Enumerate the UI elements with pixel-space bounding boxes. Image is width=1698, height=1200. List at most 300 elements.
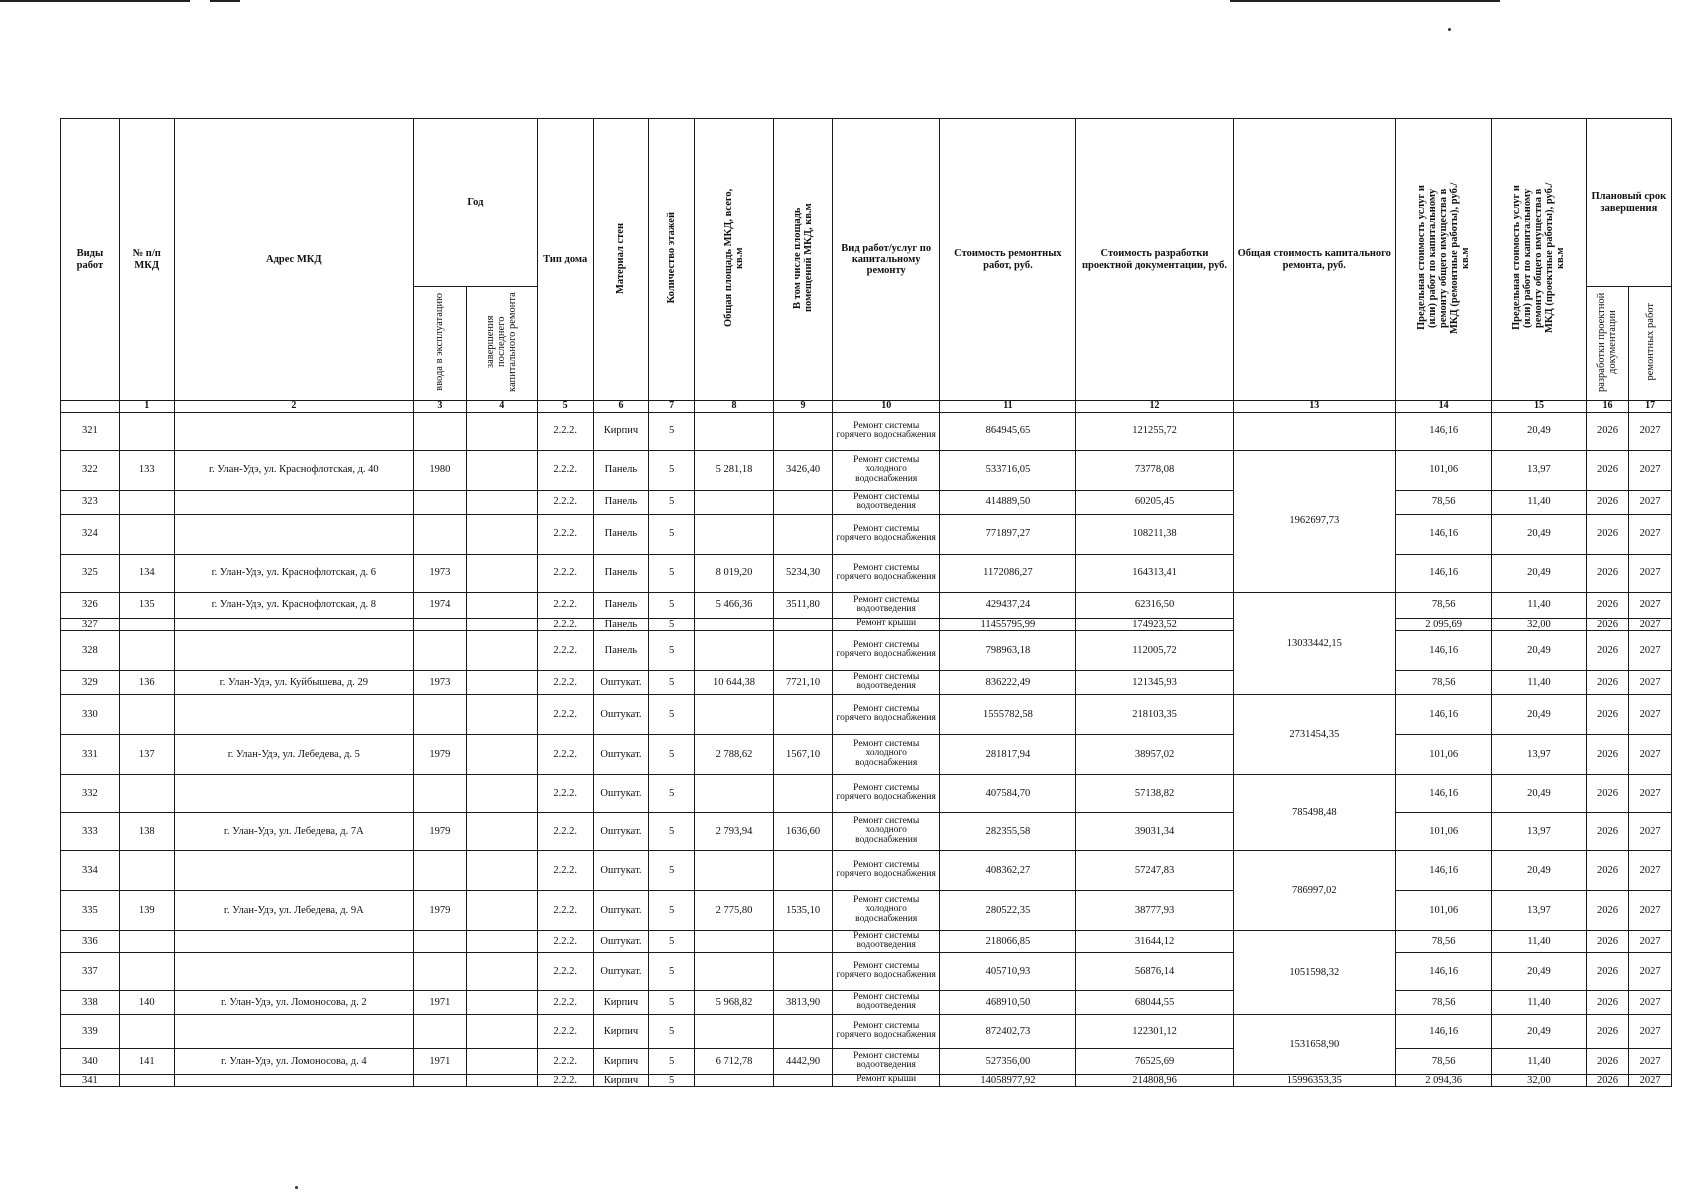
cell-year-commission: 1979 [414,734,467,774]
cell-wall-material: Панель [593,514,649,554]
col-header-total-area-text: Общая площадь МКД, всего, кв.м [723,188,746,328]
cell-work-kind: Ремонт системы горячего водоснабжения [832,514,940,554]
cell-date-repair: 2027 [1629,1014,1672,1048]
cell-work-kind: Ремонт системы холодного водоснабжения [832,734,940,774]
col-header-year-last-repair-text: завершения последнего капитального ремонта [485,292,519,392]
cell-date-repair: 2027 [1629,592,1672,618]
cell-date-repair: 2027 [1629,812,1672,850]
table-row [61,630,1672,670]
cell-design-cost: 174923,52 [1076,618,1233,630]
cell-design-cost: 31644,12 [1076,930,1233,952]
cell-mkd-number: 137 [119,734,174,774]
cell-limit-design: 13,97 [1492,450,1586,490]
col-number: 17 [1629,401,1672,413]
cell-design-cost: 122301,12 [1076,1014,1233,1048]
col-header-limit-design-text: Предельная стоимость услуг и (или) работ по капитальному ремонту общего имущества в МКД (проектные работы), руб./кв.м [1511,182,1567,334]
cell-rooms-area [774,774,833,812]
cell-limit-repair: 146,16 [1395,952,1491,990]
cell-limit-design: 20,49 [1492,554,1586,592]
col-number: 5 [537,401,593,413]
cell-year-last-repair [466,850,537,890]
cell-row-number: 333 [61,812,120,850]
cell-limit-design: 20,49 [1492,514,1586,554]
col-number: 3 [414,401,467,413]
cell-year-last-repair [466,890,537,930]
cell-address: г. Улан-Удэ, ул. Лебедева, д. 7А [174,812,413,850]
cell-house-type: 2.2.2. [537,1048,593,1074]
cell-mkd-number [119,514,174,554]
cell-limit-design: 11,40 [1492,592,1586,618]
col-number: 11 [940,401,1076,413]
cell-total-area: 8 019,20 [694,554,773,592]
cell-mkd-number: 138 [119,812,174,850]
cell-floors: 5 [649,990,695,1014]
cell-wall-material: Кирпич [593,412,649,450]
cell-year-last-repair [466,734,537,774]
cell-repair-cost: 407584,70 [940,774,1076,812]
cell-work-kind: Ремонт системы горячего водоснабжения [832,1014,940,1048]
cell-house-type: 2.2.2. [537,1074,593,1086]
cell-date-repair: 2027 [1629,514,1672,554]
col-header-wall-material-text: Материал стен [615,222,627,294]
cell-design-cost: 57138,82 [1076,774,1233,812]
cell-rooms-area [774,1014,833,1048]
cell-date-design: 2026 [1586,1074,1629,1086]
col-number: 10 [832,401,940,413]
cell-limit-repair: 146,16 [1395,412,1491,450]
table-row [61,850,1672,890]
col-header-house-type: Тип дома [537,119,593,401]
cell-total-area [694,412,773,450]
cell-repair-cost: 218066,85 [940,930,1076,952]
cell-date-repair: 2027 [1629,554,1672,592]
cell-year-last-repair [466,514,537,554]
cell-repair-cost: 864945,65 [940,412,1076,450]
cell-date-design: 2026 [1586,412,1629,450]
cell-work-kind: Ремонт системы горячего водоснабжения [832,774,940,812]
cell-row-number: 334 [61,850,120,890]
table-row [61,952,1672,990]
cell-mkd-number [119,1014,174,1048]
cell-address: г. Улан-Удэ, ул. Краснофлотская, д. 6 [174,554,413,592]
cell-limit-design: 20,49 [1492,694,1586,734]
cell-year-last-repair [466,412,537,450]
cell-date-repair: 2027 [1629,670,1672,694]
cell-limit-design: 11,40 [1492,670,1586,694]
cell-rooms-area [774,694,833,734]
cell-address [174,930,413,952]
cell-house-type: 2.2.2. [537,850,593,890]
cell-year-commission: 1971 [414,1048,467,1074]
cell-year-last-repair [466,490,537,514]
cell-house-type: 2.2.2. [537,930,593,952]
cell-year-last-repair [466,952,537,990]
cell-address [174,850,413,890]
cell-total-area [694,930,773,952]
cell-total-area [694,774,773,812]
cell-limit-design: 20,49 [1492,850,1586,890]
cell-mkd-number: 141 [119,1048,174,1074]
cell-house-type: 2.2.2. [537,490,593,514]
cell-date-design: 2026 [1586,490,1629,514]
table-row [61,734,1672,774]
cell-date-repair: 2027 [1629,412,1672,450]
cell-date-design: 2026 [1586,930,1629,952]
cell-year-commission [414,694,467,734]
table-row [61,930,1672,952]
cell-year-last-repair [466,450,537,490]
cell-address [174,952,413,990]
cell-year-last-repair [466,930,537,952]
col-header-year: Год [414,119,538,287]
cell-work-kind: Ремонт крыши [832,618,940,630]
cell-house-type: 2.2.2. [537,412,593,450]
cell-rooms-area [774,930,833,952]
cell-repair-cost: 533716,05 [940,450,1076,490]
cell-rooms-area: 3511,80 [774,592,833,618]
cell-work-kind: Ремонт системы водоотведения [832,930,940,952]
table-row [61,812,1672,850]
cell-design-cost: 112005,72 [1076,630,1233,670]
cell-rooms-area [774,630,833,670]
cell-row-number: 322 [61,450,120,490]
cell-design-cost: 214808,96 [1076,1074,1233,1086]
cell-floors: 5 [649,812,695,850]
cell-address: г. Улан-Удэ, ул. Ломоносова, д. 4 [174,1048,413,1074]
cell-wall-material: Оштукат. [593,930,649,952]
cell-work-kind: Ремонт системы горячего водоснабжения [832,850,940,890]
table-row [61,990,1672,1014]
cell-work-kind: Ремонт системы холодного водоснабжения [832,890,940,930]
cell-design-cost: 38957,02 [1076,734,1233,774]
cell-total-area [694,952,773,990]
cell-design-cost: 57247,83 [1076,850,1233,890]
cell-limit-repair: 78,56 [1395,1048,1491,1074]
cell-address: г. Улан-Удэ, ул. Лебедева, д. 5 [174,734,413,774]
col-number: 7 [649,401,695,413]
cell-wall-material: Оштукат. [593,734,649,774]
cell-floors: 5 [649,850,695,890]
cell-row-number: 326 [61,592,120,618]
cell-mkd-number [119,412,174,450]
cell-row-number: 340 [61,1048,120,1074]
cell-limit-repair: 101,06 [1395,890,1491,930]
table-row [61,774,1672,812]
col-header-date-design [1586,287,1629,401]
cell-date-design: 2026 [1586,554,1629,592]
cell-repair-cost: 1555782,58 [940,694,1076,734]
cell-total-area: 2 775,80 [694,890,773,930]
cell-limit-design: 13,97 [1492,890,1586,930]
cell-year-commission: 1979 [414,890,467,930]
top-rule-mid [210,0,240,2]
cell-wall-material: Панель [593,490,649,514]
table-body [61,412,1672,1086]
cell-rooms-area [774,490,833,514]
table-row [61,554,1672,592]
cell-work-kind: Ремонт системы водоотведения [832,670,940,694]
cell-house-type: 2.2.2. [537,694,593,734]
cell-design-cost: 39031,34 [1076,812,1233,850]
cell-address [174,1014,413,1048]
cell-year-last-repair [466,670,537,694]
cell-total-area [694,630,773,670]
col-header-year-commission [414,287,467,401]
cell-row-number: 327 [61,618,120,630]
cell-wall-material: Панель [593,450,649,490]
cell-house-type: 2.2.2. [537,618,593,630]
col-header-floors [649,119,695,401]
cell-floors: 5 [649,450,695,490]
cell-rooms-area: 1636,60 [774,812,833,850]
cell-year-commission [414,490,467,514]
cell-row-number: 341 [61,1074,120,1086]
cell-rooms-area [774,952,833,990]
cell-floors: 5 [649,890,695,930]
col-header-date-repair-text: ремонтных работ [1644,303,1656,381]
cell-house-type: 2.2.2. [537,450,593,490]
cell-house-type: 2.2.2. [537,554,593,592]
cell-design-cost: 121255,72 [1076,412,1233,450]
table-row [61,490,1672,514]
top-rule-left [0,0,190,2]
cell-total-area: 6 712,78 [694,1048,773,1074]
col-number: 4 [466,401,537,413]
col-header-mkd-number: № п/п МКД [119,119,174,401]
scan-dot [1448,28,1451,31]
cell-limit-design: 20,49 [1492,412,1586,450]
cell-floors: 5 [649,514,695,554]
col-number: 16 [1586,401,1629,413]
cell-year-commission: 1971 [414,990,467,1014]
col-header-year-last-repair [466,287,537,401]
cell-year-last-repair [466,774,537,812]
cell-year-commission [414,514,467,554]
cell-total-cost: 13033442,15 [1233,592,1395,694]
table-row [61,618,1672,630]
cell-design-cost: 73778,08 [1076,450,1233,490]
cell-wall-material: Кирпич [593,1074,649,1086]
cell-mkd-number: 139 [119,890,174,930]
cell-mkd-number [119,630,174,670]
cell-work-kind: Ремонт системы водоотведения [832,592,940,618]
cell-floors: 5 [649,554,695,592]
cell-row-number: 321 [61,412,120,450]
col-header-address: Адрес МКД [174,119,413,401]
col-number: 1 [119,401,174,413]
col-header-date-design-text: разработки проектной документации [1596,292,1619,392]
cell-limit-repair: 101,06 [1395,812,1491,850]
cell-total-cost: 1051598,32 [1233,930,1395,1014]
cell-rooms-area: 7721,10 [774,670,833,694]
cell-limit-design: 20,49 [1492,1014,1586,1048]
col-header-limit-repair-text: Предельная стоимость услуг и (или) работ по капитальному ремонту общего имущества в МКД (ремонтные работы), руб./кв.м [1416,182,1472,334]
cell-year-commission [414,412,467,450]
cell-row-number: 329 [61,670,120,694]
cell-repair-cost: 468910,50 [940,990,1076,1014]
cell-repair-cost: 836222,49 [940,670,1076,694]
cell-limit-repair: 146,16 [1395,774,1491,812]
cell-rooms-area [774,412,833,450]
cell-house-type: 2.2.2. [537,952,593,990]
cell-date-design: 2026 [1586,694,1629,734]
cell-date-design: 2026 [1586,514,1629,554]
cell-floors: 5 [649,774,695,812]
cell-design-cost: 76525,69 [1076,1048,1233,1074]
cell-work-kind: Ремонт системы водоотведения [832,1048,940,1074]
col-number: 2 [174,401,413,413]
cell-total-area [694,514,773,554]
cell-limit-design: 11,40 [1492,490,1586,514]
cell-floors: 5 [649,618,695,630]
table-row [61,412,1672,450]
cell-floors: 5 [649,490,695,514]
col-header-limit-design [1492,119,1586,401]
cell-year-last-repair [466,1014,537,1048]
cell-wall-material: Оштукат. [593,774,649,812]
cell-total-area [694,694,773,734]
cell-limit-repair: 146,16 [1395,514,1491,554]
cell-repair-cost: 872402,73 [940,1014,1076,1048]
cell-wall-material: Панель [593,630,649,670]
cell-mkd-number [119,1074,174,1086]
cell-limit-design: 11,40 [1492,1048,1586,1074]
cell-limit-repair: 2 095,69 [1395,618,1491,630]
cell-rooms-area: 1535,10 [774,890,833,930]
cell-row-number: 336 [61,930,120,952]
table-row [61,592,1672,618]
cell-address [174,774,413,812]
cell-total-area: 10 644,38 [694,670,773,694]
cell-limit-design: 13,97 [1492,812,1586,850]
cell-total-area: 2 793,94 [694,812,773,850]
col-number: 6 [593,401,649,413]
cell-year-commission [414,774,467,812]
cell-year-commission [414,850,467,890]
cell-work-kind: Ремонт системы холодного водоснабжения [832,812,940,850]
cell-date-repair: 2027 [1629,930,1672,952]
cell-date-repair: 2027 [1629,734,1672,774]
cell-address [174,490,413,514]
cell-floors: 5 [649,734,695,774]
cell-mkd-number [119,490,174,514]
cell-rooms-area: 5234,30 [774,554,833,592]
cell-repair-cost: 11455795,99 [940,618,1076,630]
col-number: 15 [1492,401,1586,413]
cell-date-design: 2026 [1586,734,1629,774]
cell-design-cost: 218103,35 [1076,694,1233,734]
cell-year-commission [414,630,467,670]
cell-mkd-number [119,850,174,890]
cell-house-type: 2.2.2. [537,670,593,694]
cell-date-design: 2026 [1586,592,1629,618]
cell-mkd-number [119,952,174,990]
cell-row-number: 339 [61,1014,120,1048]
col-number: 8 [694,401,773,413]
cell-address: г. Улан-Удэ, ул. Краснофлотская, д. 40 [174,450,413,490]
cell-floors: 5 [649,592,695,618]
cell-work-kind: Ремонт системы холодного водоснабжения [832,450,940,490]
cell-address [174,694,413,734]
cell-wall-material: Оштукат. [593,670,649,694]
cell-total-area: 2 788,62 [694,734,773,774]
cell-wall-material: Оштукат. [593,694,649,734]
cell-date-design: 2026 [1586,812,1629,850]
cell-year-commission [414,1014,467,1048]
cell-design-cost: 68044,55 [1076,990,1233,1014]
cell-total-area: 5 466,36 [694,592,773,618]
cell-mkd-number: 136 [119,670,174,694]
cell-mkd-number: 133 [119,450,174,490]
cell-design-cost: 56876,14 [1076,952,1233,990]
cell-rooms-area [774,618,833,630]
cell-limit-repair: 146,16 [1395,694,1491,734]
cell-repair-cost: 798963,18 [940,630,1076,670]
cell-rooms-area: 1567,10 [774,734,833,774]
cell-date-design: 2026 [1586,890,1629,930]
cell-limit-repair: 2 094,36 [1395,1074,1491,1086]
cell-limit-repair: 78,56 [1395,490,1491,514]
cell-repair-cost: 281817,94 [940,734,1076,774]
cell-year-commission: 1979 [414,812,467,850]
cell-repair-cost: 429437,24 [940,592,1076,618]
cell-design-cost: 121345,93 [1076,670,1233,694]
cell-date-design: 2026 [1586,670,1629,694]
cell-year-last-repair [466,812,537,850]
cell-year-last-repair [466,990,537,1014]
cell-date-design: 2026 [1586,952,1629,990]
cell-rooms-area [774,514,833,554]
cell-address [174,412,413,450]
cell-date-repair: 2027 [1629,1048,1672,1074]
cell-date-design: 2026 [1586,850,1629,890]
cell-year-last-repair [466,1074,537,1086]
top-rule-right [1230,0,1500,2]
cell-floors: 5 [649,412,695,450]
cell-limit-repair: 78,56 [1395,930,1491,952]
cell-limit-design: 20,49 [1492,952,1586,990]
col-number: 13 [1233,401,1395,413]
cell-wall-material: Кирпич [593,1014,649,1048]
cell-total-area [694,618,773,630]
cell-year-commission [414,618,467,630]
col-header-total-area [694,119,773,401]
cell-house-type: 2.2.2. [537,592,593,618]
header-row-main [61,119,1672,287]
cell-mkd-number [119,694,174,734]
cell-limit-repair: 101,06 [1395,450,1491,490]
cell-date-repair: 2027 [1629,630,1672,670]
cell-wall-material: Кирпич [593,990,649,1014]
cell-repair-cost: 771897,27 [940,514,1076,554]
cell-address: г. Улан-Удэ, ул. Куйбышева, д. 29 [174,670,413,694]
cell-limit-repair: 146,16 [1395,1014,1491,1048]
cell-repair-cost: 280522,35 [940,890,1076,930]
cell-house-type: 2.2.2. [537,890,593,930]
cell-limit-design: 13,97 [1492,734,1586,774]
table-row [61,514,1672,554]
cell-date-design: 2026 [1586,450,1629,490]
cell-house-type: 2.2.2. [537,734,593,774]
cell-floors: 5 [649,1074,695,1086]
cell-date-repair: 2027 [1629,1074,1672,1086]
cell-address [174,630,413,670]
cell-house-type: 2.2.2. [537,990,593,1014]
cell-total-cost: 786997,02 [1233,850,1395,930]
cell-total-area [694,1074,773,1086]
cell-repair-cost: 414889,50 [940,490,1076,514]
cell-wall-material: Панель [593,554,649,592]
